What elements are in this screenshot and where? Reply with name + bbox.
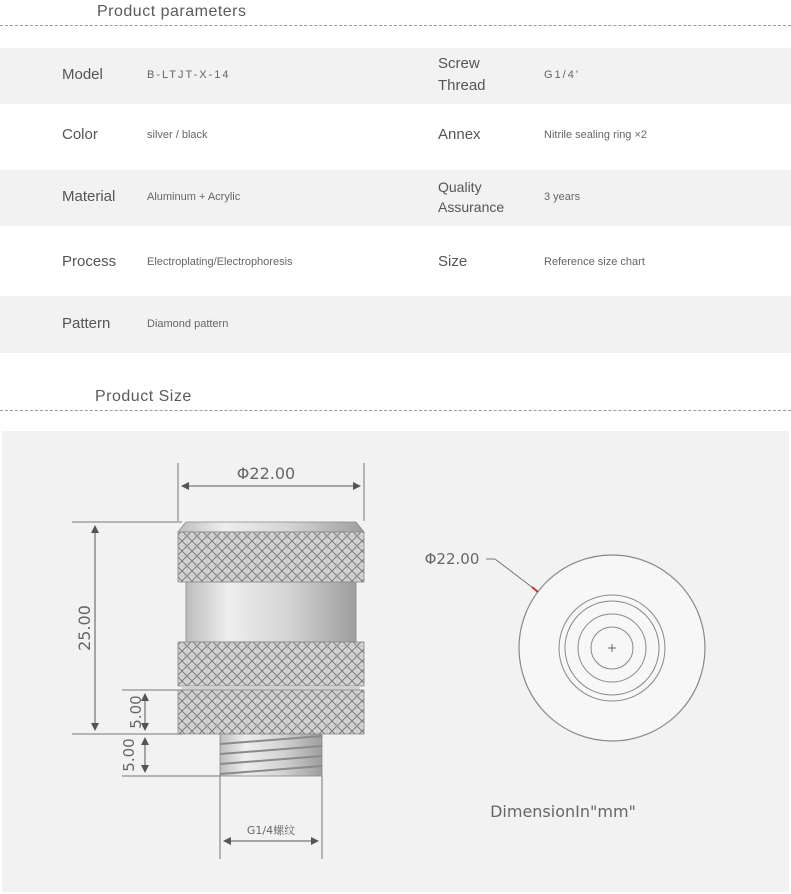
thread-height-label: 5.00: [120, 738, 138, 772]
parameters-title: Product parameters: [97, 3, 247, 20]
top-width-label: Φ22.00: [236, 464, 296, 483]
quality-value: 3 years: [544, 191, 581, 203]
fitting-body: [178, 522, 364, 776]
pattern-value: Diamond pattern: [147, 318, 229, 330]
color-label: Color: [62, 126, 98, 143]
process-value: Electroplating/Electrophoresis: [147, 256, 293, 268]
param-row-model: [0, 48, 791, 104]
height-label: 25.00: [75, 605, 94, 651]
model-label: Model: [62, 66, 103, 83]
screw-thread-label: [438, 53, 486, 97]
top-view: [425, 550, 705, 741]
material-label: Material: [62, 188, 116, 205]
param-row-material: [0, 170, 791, 226]
param-row-color: [0, 104, 791, 170]
screw-thread-label-line1: Screw: [438, 55, 480, 72]
unit-note: DimensionIn"mm": [490, 802, 636, 821]
process-label: Process: [62, 253, 117, 270]
annex-value: Nitrile sealing ring ×2: [544, 129, 648, 141]
size-label: Size: [438, 253, 468, 270]
screw-thread-label-line2: Thread: [438, 77, 486, 94]
quality-label: [438, 177, 504, 217]
screw-thread-value: G1/4': [544, 69, 580, 81]
quality-label-line2: Assurance: [438, 199, 505, 215]
size-section-header: [0, 385, 791, 411]
param-row-pattern: [0, 296, 791, 353]
top-width-dimension: [178, 463, 364, 521]
thread-label: G1/4螺纹: [246, 824, 296, 837]
ring-height-label: 5.00: [127, 695, 145, 729]
material-value: Aluminum + Acrylic: [147, 191, 241, 203]
size-value: Reference size chart: [544, 256, 645, 268]
dimension-diagram-panel: [2, 431, 789, 892]
height-dimension: [75, 526, 95, 730]
top-view-diameter-label: Φ22.00: [424, 550, 480, 568]
ring-height-dimension: [127, 694, 145, 730]
quality-label-line1: Quality: [438, 179, 482, 195]
model-value: B-LTJT-X-14: [147, 69, 231, 81]
param-row-process: [0, 226, 791, 296]
thread-width-dimension: [220, 776, 322, 859]
annex-label: Annex: [438, 126, 481, 143]
dimension-drawing: [2, 431, 789, 892]
size-title: Product Size: [95, 388, 192, 405]
parameters-section-header: [0, 0, 791, 26]
thread-height-dimension: [120, 738, 145, 772]
pattern-label: Pattern: [62, 315, 111, 332]
color-value: silver / black: [147, 129, 208, 141]
